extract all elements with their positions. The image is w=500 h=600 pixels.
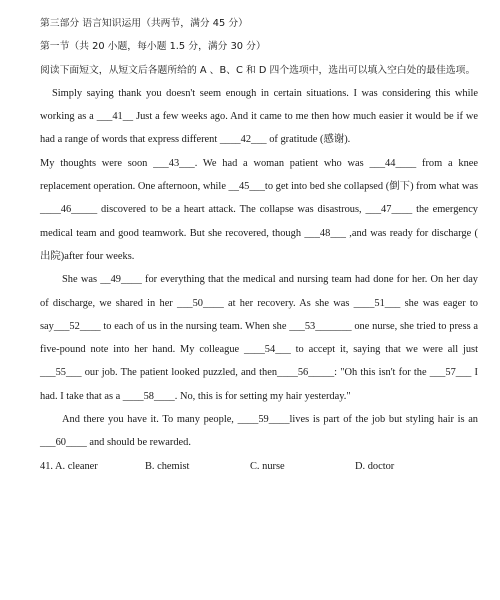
question-41-option-c: C. nurse bbox=[250, 460, 285, 472]
part-title: 第三部分 语言知识运用（共两节，满分 45 分） bbox=[40, 18, 248, 29]
question-41-option-d: D. doctor bbox=[355, 460, 395, 472]
question-41-option-a: 41. A. cleaner bbox=[40, 460, 98, 472]
question-41-option-b: B. chemist bbox=[145, 460, 190, 472]
passage-paragraph-3: She was __49____ for everything that the medical and nursing team had done for her. On her day of discharge, we shared in her ___50____ at her recovery. As she was ____51___ she was eager to say___52____ to each of us in the nursing team. When she ___53_______ one nurse, she tried to press a five-pound note into her hand. My colleague ____54___ to accept it, saying that we were all just ___55___ our job. The patient looked puzzled, and then____56_____: "Oh this isn't for the ___57___ I had. I take that as a ____58____. No, this is for setting my hair yesterday." bbox=[40, 274, 478, 402]
section-title: 第一节（共 20 小题，每小题 1.5 分，满分 30 分） bbox=[40, 41, 266, 53]
passage-paragraph-1: Simply saying thank you doesn't seem enough in certain situations. I was considering this while working as a ___41__ Just a few weeks ago. And it came to me then how much easier it would be if we had a range of words that express different ____42___ of gratitude (感谢). bbox=[40, 87, 478, 146]
question-41-options bbox=[40, 455, 460, 478]
question-number: 41. bbox=[40, 460, 53, 472]
passage-paragraph-2: My thoughts were soon ___43___. We had a woman patient who was ___44____ from a knee replacement operation. One afternoon, while __45___to get into bed she collapsed (倒下) from what was ____46_____ discovered to be a heart attack. The collapse was disastrous, ___47____ the emergency medical team and good teamwork. But she recovered, though ___48___ ,and was ready for discharge ( 出院)after four weeks. bbox=[40, 157, 478, 262]
passage-paragraph-4: And there you have it. To many people, ____59____lives is part of the job but styling hair is an ___60____ and should be rewarded. bbox=[40, 414, 478, 449]
instructions: 阅读下面短文，从短文后各题所给的 A 、B、C 和 D 四个选项中，选出可以填入空白处的最佳选项。 bbox=[40, 64, 476, 76]
